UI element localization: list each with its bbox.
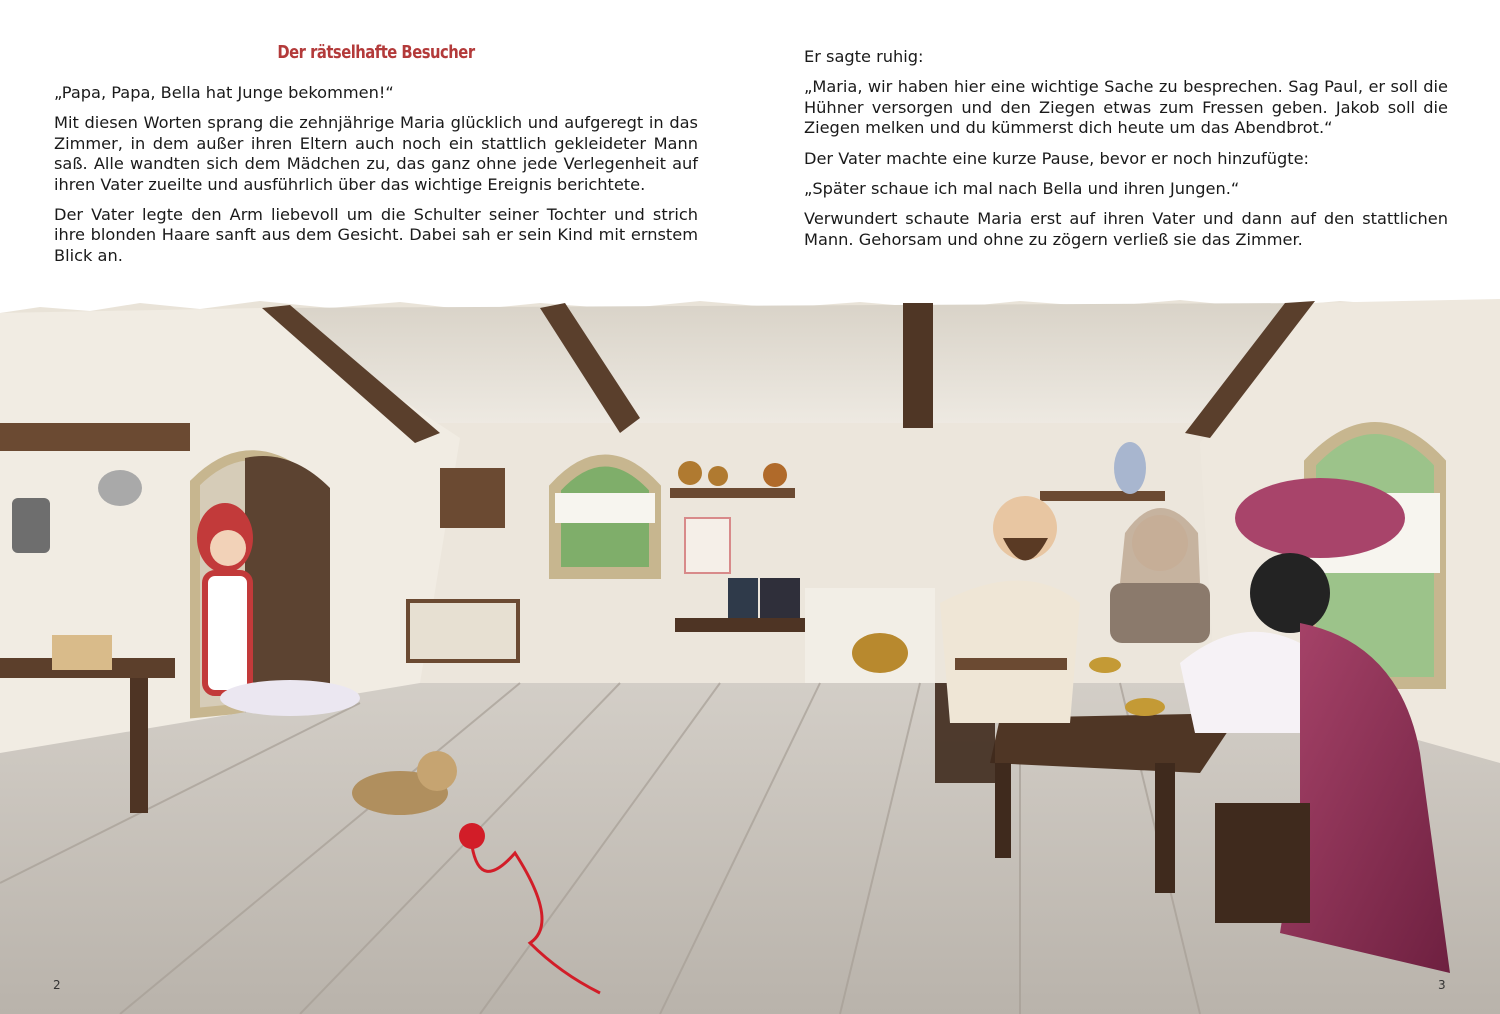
mother-figure-body bbox=[1110, 583, 1210, 643]
paragraph: Er sagte ruhig: bbox=[804, 47, 924, 66]
window-curtain bbox=[555, 493, 655, 523]
table-leg bbox=[1155, 763, 1175, 893]
hearth-fire bbox=[852, 633, 908, 673]
girl-figure-body bbox=[205, 573, 250, 693]
paragraph: Der Vater machte eine kurze Pause, bevor er noch hinzufügte: bbox=[804, 148, 1309, 168]
nobleman-figure-head bbox=[1250, 553, 1330, 633]
paragraph: „Später schaue ich mal nach Bella und ihren Jungen.“ bbox=[804, 179, 1240, 199]
paragraph: „Papa, Papa, Bella hat Junge bekommen!“ bbox=[54, 83, 394, 102]
cup bbox=[1125, 698, 1165, 716]
chair bbox=[1215, 803, 1310, 923]
paragraph: Mit diesen Worten sprang die zehnjährige Maria glücklich und aufgeregt in das Zimmer, in dem außer ihren Eltern auch noch ein stattlich gekleideter Mann saß. Alle wandten sich dem Mädchen zu, das ganz ohne jede Verlegenheit auf ihren Vater zueilte und ausführlich über das wichtige Ereignis berichtete. bbox=[54, 113, 698, 194]
cup bbox=[1089, 657, 1121, 673]
cushion bbox=[760, 578, 800, 618]
cupboard bbox=[440, 468, 505, 528]
paragraph: Der Vater legte den Arm liebevoll um die Schulter seiner Tochter und strich ihre blonden Haare sanft aus dem Gesicht. Dabei sah er sein Kind mit ernstem Blick an. bbox=[54, 205, 698, 265]
page-number-left: 2 bbox=[53, 978, 61, 992]
bench bbox=[675, 618, 805, 632]
table-leg bbox=[130, 678, 148, 813]
vase bbox=[1114, 442, 1146, 494]
rug bbox=[220, 680, 360, 716]
cushion bbox=[728, 578, 758, 618]
left-page-text bbox=[54, 40, 698, 276]
father-figure-body bbox=[940, 581, 1080, 724]
ceiling-beam bbox=[903, 303, 933, 428]
side-table bbox=[408, 601, 518, 661]
nobleman-figure-hat bbox=[1235, 478, 1405, 558]
yarn-ball bbox=[459, 823, 485, 849]
right-page-text bbox=[804, 47, 1448, 260]
pot bbox=[763, 463, 787, 487]
wall-shelf bbox=[0, 423, 190, 451]
page-number-right: 3 bbox=[1438, 978, 1446, 992]
father-figure-belt bbox=[955, 658, 1067, 670]
pot bbox=[12, 498, 50, 553]
box bbox=[52, 635, 112, 670]
pot bbox=[98, 470, 142, 506]
table-leg bbox=[995, 763, 1011, 858]
open-door bbox=[245, 456, 330, 713]
pot bbox=[678, 461, 702, 485]
paragraph: „Maria, wir haben hier eine wichtige Sache zu besprechen. Sag Paul, er soll die Hühner versorgen und den Ziegen etwas zum Fressen geben. Jakob soll die Ziegen melken und du kümmerst dich heute um das Abendbrot.“ bbox=[804, 77, 1448, 138]
wall-shelf bbox=[1040, 491, 1165, 501]
kitten-head bbox=[417, 751, 457, 791]
girl-figure-face bbox=[210, 530, 246, 566]
pot bbox=[708, 466, 728, 486]
wall-shelf bbox=[670, 488, 795, 498]
dollhouse-room-illustration bbox=[0, 283, 1500, 1014]
chapter-title: Der rätselhafte Besucher bbox=[277, 42, 475, 63]
paragraph: Verwundert schaute Maria erst auf ihren Vater und dann auf den stattlichen Mann. Gehorsam und ohne zu zögern verließ sie das Zimmer. bbox=[804, 209, 1448, 249]
hanging-towel bbox=[685, 518, 730, 573]
